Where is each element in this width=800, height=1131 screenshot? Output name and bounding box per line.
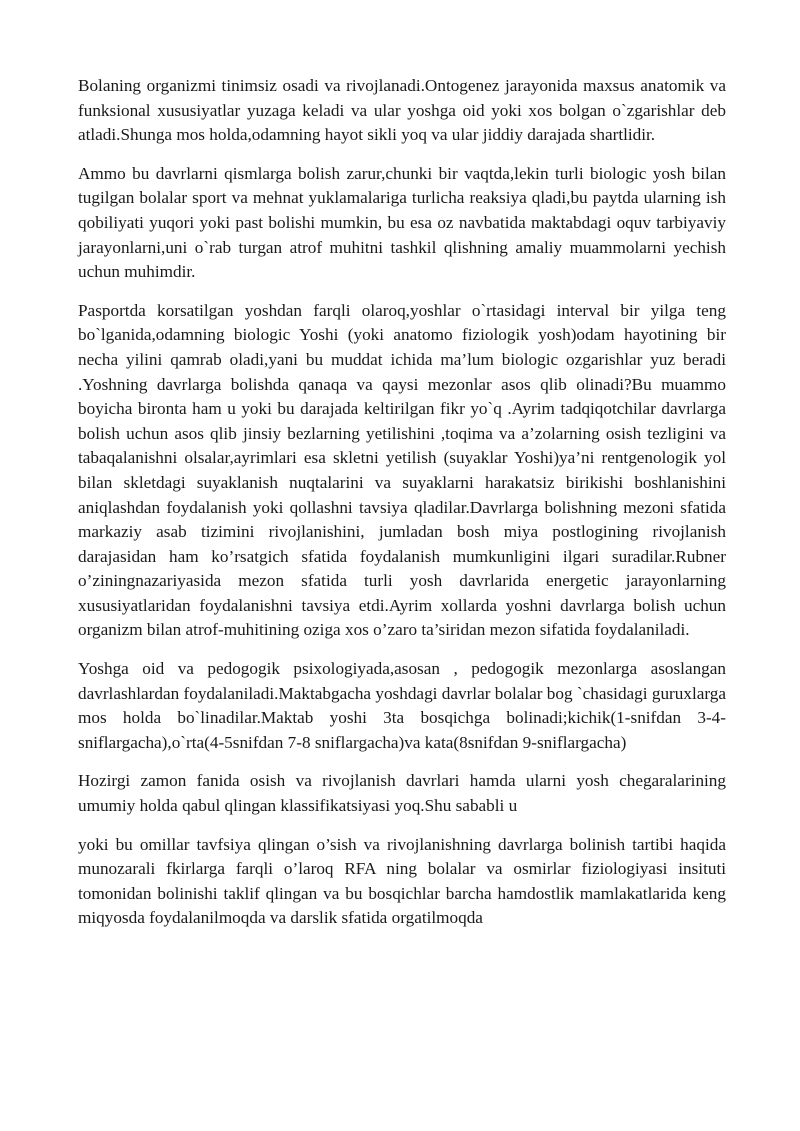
paragraph-3: Pasportda korsatilgan yoshdan farqli olaroq,yoshlar o`rtasidagi interval bir yilga teng bo`lganida,odamning biologic Yoshi (yoki anatomo fiziologik yosh)odam hayotining bir necha yilini qamrab oladi,yani bu muddat ichida ma’lum biologic ozgarishlar yuz beradi .Yoshning davrlarga bolishda qanaqa va qaysi mezonlar asos qlib olinadi?Bu muammo boyicha bironta ham u yoki bu darajada keltirilgan fikr yo`q .Ayrim tadqiqotchilar davrlarga bolish uchun asos qlib jinsiy bezlarning yetilishini ,toqima va a’zolarning osish tezligini va tabaqalanishni olsalar,ayrimlari esa skletni yetilish (suyaklar Yoshi)ya’ni rentgenologik yol bilan skletdagi suyaklanish nuqtalarini va suyaklarni harakatsiz birikishi boshlanishini aniqlashdan foydalanish yoki qollashni tavsiya qladilar.Davrlarga bolishning mezoni sfatida markaziy asab tizimini rivojlanishini, jumladan bosh miya postlogining rivojlanish darajasidan ham ko’rsatgich sfatida foydalanish mumkunligini ilgari suradilar.Rubner o’ziningnazariyasida mezon sfatida turli yosh davrlarida energetic jarayonlarning xususiyatlaridan foydalanishni tavsiya etdi.Ayrim xollarda yoshni davrlarga bolish uchun organizm bilan atrof-muhitining oziga xos o’zaro ta’siridan mezon sifatida foydalaniladi. <box>78 300 726 640</box>
paragraph-4: Yoshga oid va pedogogik psixologiyada,asosan , pedogogik mezonlarga asoslangan davrlashlardan foydalaniladi.Maktabgacha yoshdagi davrlar bolalar bog `chasidagi guruxlarga mos holda bo`linadilar.Maktab yoshi 3ta bosqichga bolinadi;kichik(1-snifdan 3-4-sniflargacha),o`rta(4-5snifdan 7-8 sniflargacha)va kata(8snifdan 9-sniflargacha) <box>78 659 726 752</box>
document-page <box>78 74 726 945</box>
paragraph-2: Ammo bu davrlarni qismlarga bolish zarur,chunki bir vaqtda,lekin turli biologic yosh bilan tugilgan bolalar sport va mehnat yuklamalariga turlicha reaksiya qladi,bu paytda ularning ish qobiliyati yuqori yoki past bolishi mumkin, bu esa oz navbatida maktabdagi oquv tarbiyaviy jarayonlarni,uni o`rab turgan atrof muhitni tashkil qlishning amaliy muammolarni yechish uchun muhimdir. <box>78 163 726 282</box>
paragraph-1: Bolaning organizmi tinimsiz osadi va rivojlanadi.Ontogenez jarayonida maxsus anatomik va funksional xususiyatlar yuzaga keladi va ular yoshga oid yoki xos bolgan o`zgarishlar deb atladi.Shunga mos holda,odamning hayot sikli yoq va ular jiddiy darajada shartlidir. <box>78 76 726 145</box>
paragraph-5: Hozirgi zamon fanida osish va rivojlanish davrlari hamda ularni yosh chegaralarining umumiy holda qabul qlingan klassifikatsiyasi yoq.Shu sababli u <box>78 771 726 816</box>
paragraph-6: yoki bu omillar tavfsiya qlingan o’sish va rivojlanishning davrlarga bolinish tartibi haqida munozarali fkirlarga farqli o’laroq RFA ning bolalar va osmirlar fiziologiyasi insituti tomonidan bolinishi taklif qlingan va bu bosqichlar barcha hamdostlik mamlakatlarida keng miqyosda foydalanilmoqda va darslik sfatida orgatilmoqda <box>78 834 726 928</box>
